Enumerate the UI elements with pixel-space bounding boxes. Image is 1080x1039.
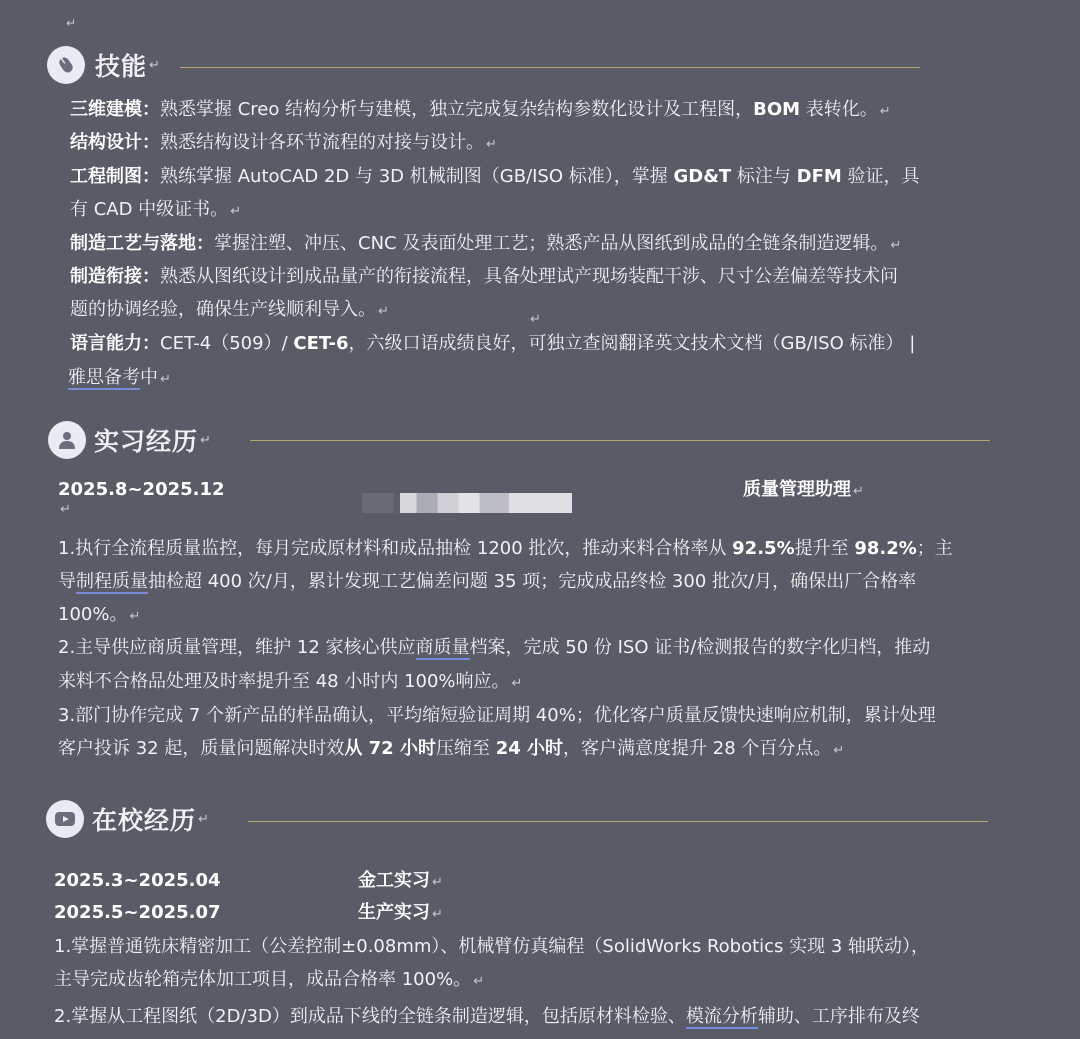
skill-item-structure-design: 结构设计：熟悉结构设计各环节流程的对接与设计。 ↵ <box>70 132 497 153</box>
skill-item-drafting-line2: 有 CAD 中级证书。 ↵ <box>70 199 242 220</box>
internship-point-1-line3: 100%。 ↵ <box>58 604 141 625</box>
internship-point-3: 3.部门协作完成 7 个新产品的样品确认，平均缩短验证周期 40%；优化客户质量反馈快速响应机制，累计处理 <box>58 705 936 726</box>
section-rule <box>250 440 990 441</box>
skill-item-manufacturing: 制造工艺与落地：掌握注塑、冲压、CNC 及表面处理工艺；熟悉产品从图纸到成品的全链条制造逻辑。 ↵ <box>70 233 902 254</box>
internship-point-1: 1.执行全流程质量监控，每月完成原材料和成品抽检 1200 批次，推动来料合格率从 92.5%提升至 98.2%；主 <box>58 538 953 559</box>
section-rule <box>180 67 920 68</box>
skill-item-production-link-line2: 题的协调经验，确保生产线顺利导入。 ↵ <box>70 299 389 320</box>
campus-section-header: 在校经历 ↵ <box>46 800 209 838</box>
section-title-campus: 在校经历 <box>92 806 197 835</box>
skill-item-language: 语言能力：CET-4（509）/ CET-6，六级口语成绩良好，可独立查阅翻译英文技术文档（GB/ISO 标准） | <box>70 333 916 354</box>
campus-date-2: 2025.5~2025.07 <box>54 902 221 923</box>
campus-date-1: 2025.3~2025.04 <box>54 870 221 891</box>
internship-point-2: 2.主导供应商质量管理，维护 12 家核心供应商质量档案，完成 50 份 ISO 证书/检测报告的数字化归档，推动 <box>58 637 931 658</box>
redacted-company-name <box>362 493 572 513</box>
skill-item-drafting: 工程制图：熟练掌握 AutoCAD 2D 与 3D 机械制图（GB/ISO 标准），掌握 GD&T 标注与 DFM 验证，具 <box>70 166 920 187</box>
person-icon <box>48 421 86 459</box>
paragraph-mark: ↵ <box>530 312 541 327</box>
paragraph-mark: ↵ <box>66 16 77 30</box>
internship-point-3-line2: 客户投诉 32 起，质量问题解决时效从 72 小时压缩至 24 小时，客户满意度提升 28 个百分点。 ↵ <box>58 738 845 759</box>
section-title-skills: 技能 <box>95 52 148 81</box>
internship-role: 质量管理助理 ↵ <box>743 479 864 500</box>
internship-date: 2025.8~2025.12 <box>58 479 225 500</box>
campus-point-2: 2.掌握从工程图纸（2D/3D）到成品下线的全链条制造逻辑，包括原材料检验、模流分析辅助、工序排布及终 <box>54 1006 920 1027</box>
mouse-icon <box>47 46 85 84</box>
internship-point-2-line2: 来料不合格品处理及时率提升至 48 小时内 100%响应。 ↵ <box>58 671 523 692</box>
play-icon <box>46 800 84 838</box>
skills-section-header: 技能 ↵ <box>47 46 160 84</box>
section-title-internship: 实习经历 <box>94 427 199 456</box>
internship-section-header: 实习经历 ↵ <box>48 421 211 459</box>
skill-item-3d-modeling: 三维建模：熟悉掌握 Creo 结构分析与建模，独立完成复杂结构参数化设计及工程图，BOM 表转化。 ↵ <box>70 99 891 120</box>
paragraph-mark: ↵ <box>60 502 71 517</box>
skill-item-production-link: 制造衔接：熟悉从图纸设计到成品量产的衔接流程，具备处理试产现场装配干涉、尺寸公差偏差等技术问 <box>70 266 898 287</box>
campus-point-1-line2: 主导完成齿轮箱壳体加工项目，成品合格率 100%。 ↵ <box>54 969 485 990</box>
skill-item-language-line2: 雅思备考中 ↵ <box>68 367 171 388</box>
internship-point-1-line2: 导制程质量抽检超 400 次/月，累计发现工艺偏差问题 35 项；完成成品终检 300 批次/月，确保出厂合格率 <box>58 571 917 592</box>
campus-point-1: 1.掌握普通铣床精密加工（公差控制±0.08mm）、机械臂仿真编程（SolidWorks Robotics 实现 3 轴联动）， <box>54 936 930 957</box>
section-rule <box>248 821 988 822</box>
campus-name-2: 生产实习 ↵ <box>358 902 443 923</box>
campus-name-1: 金工实习 ↵ <box>358 870 443 891</box>
